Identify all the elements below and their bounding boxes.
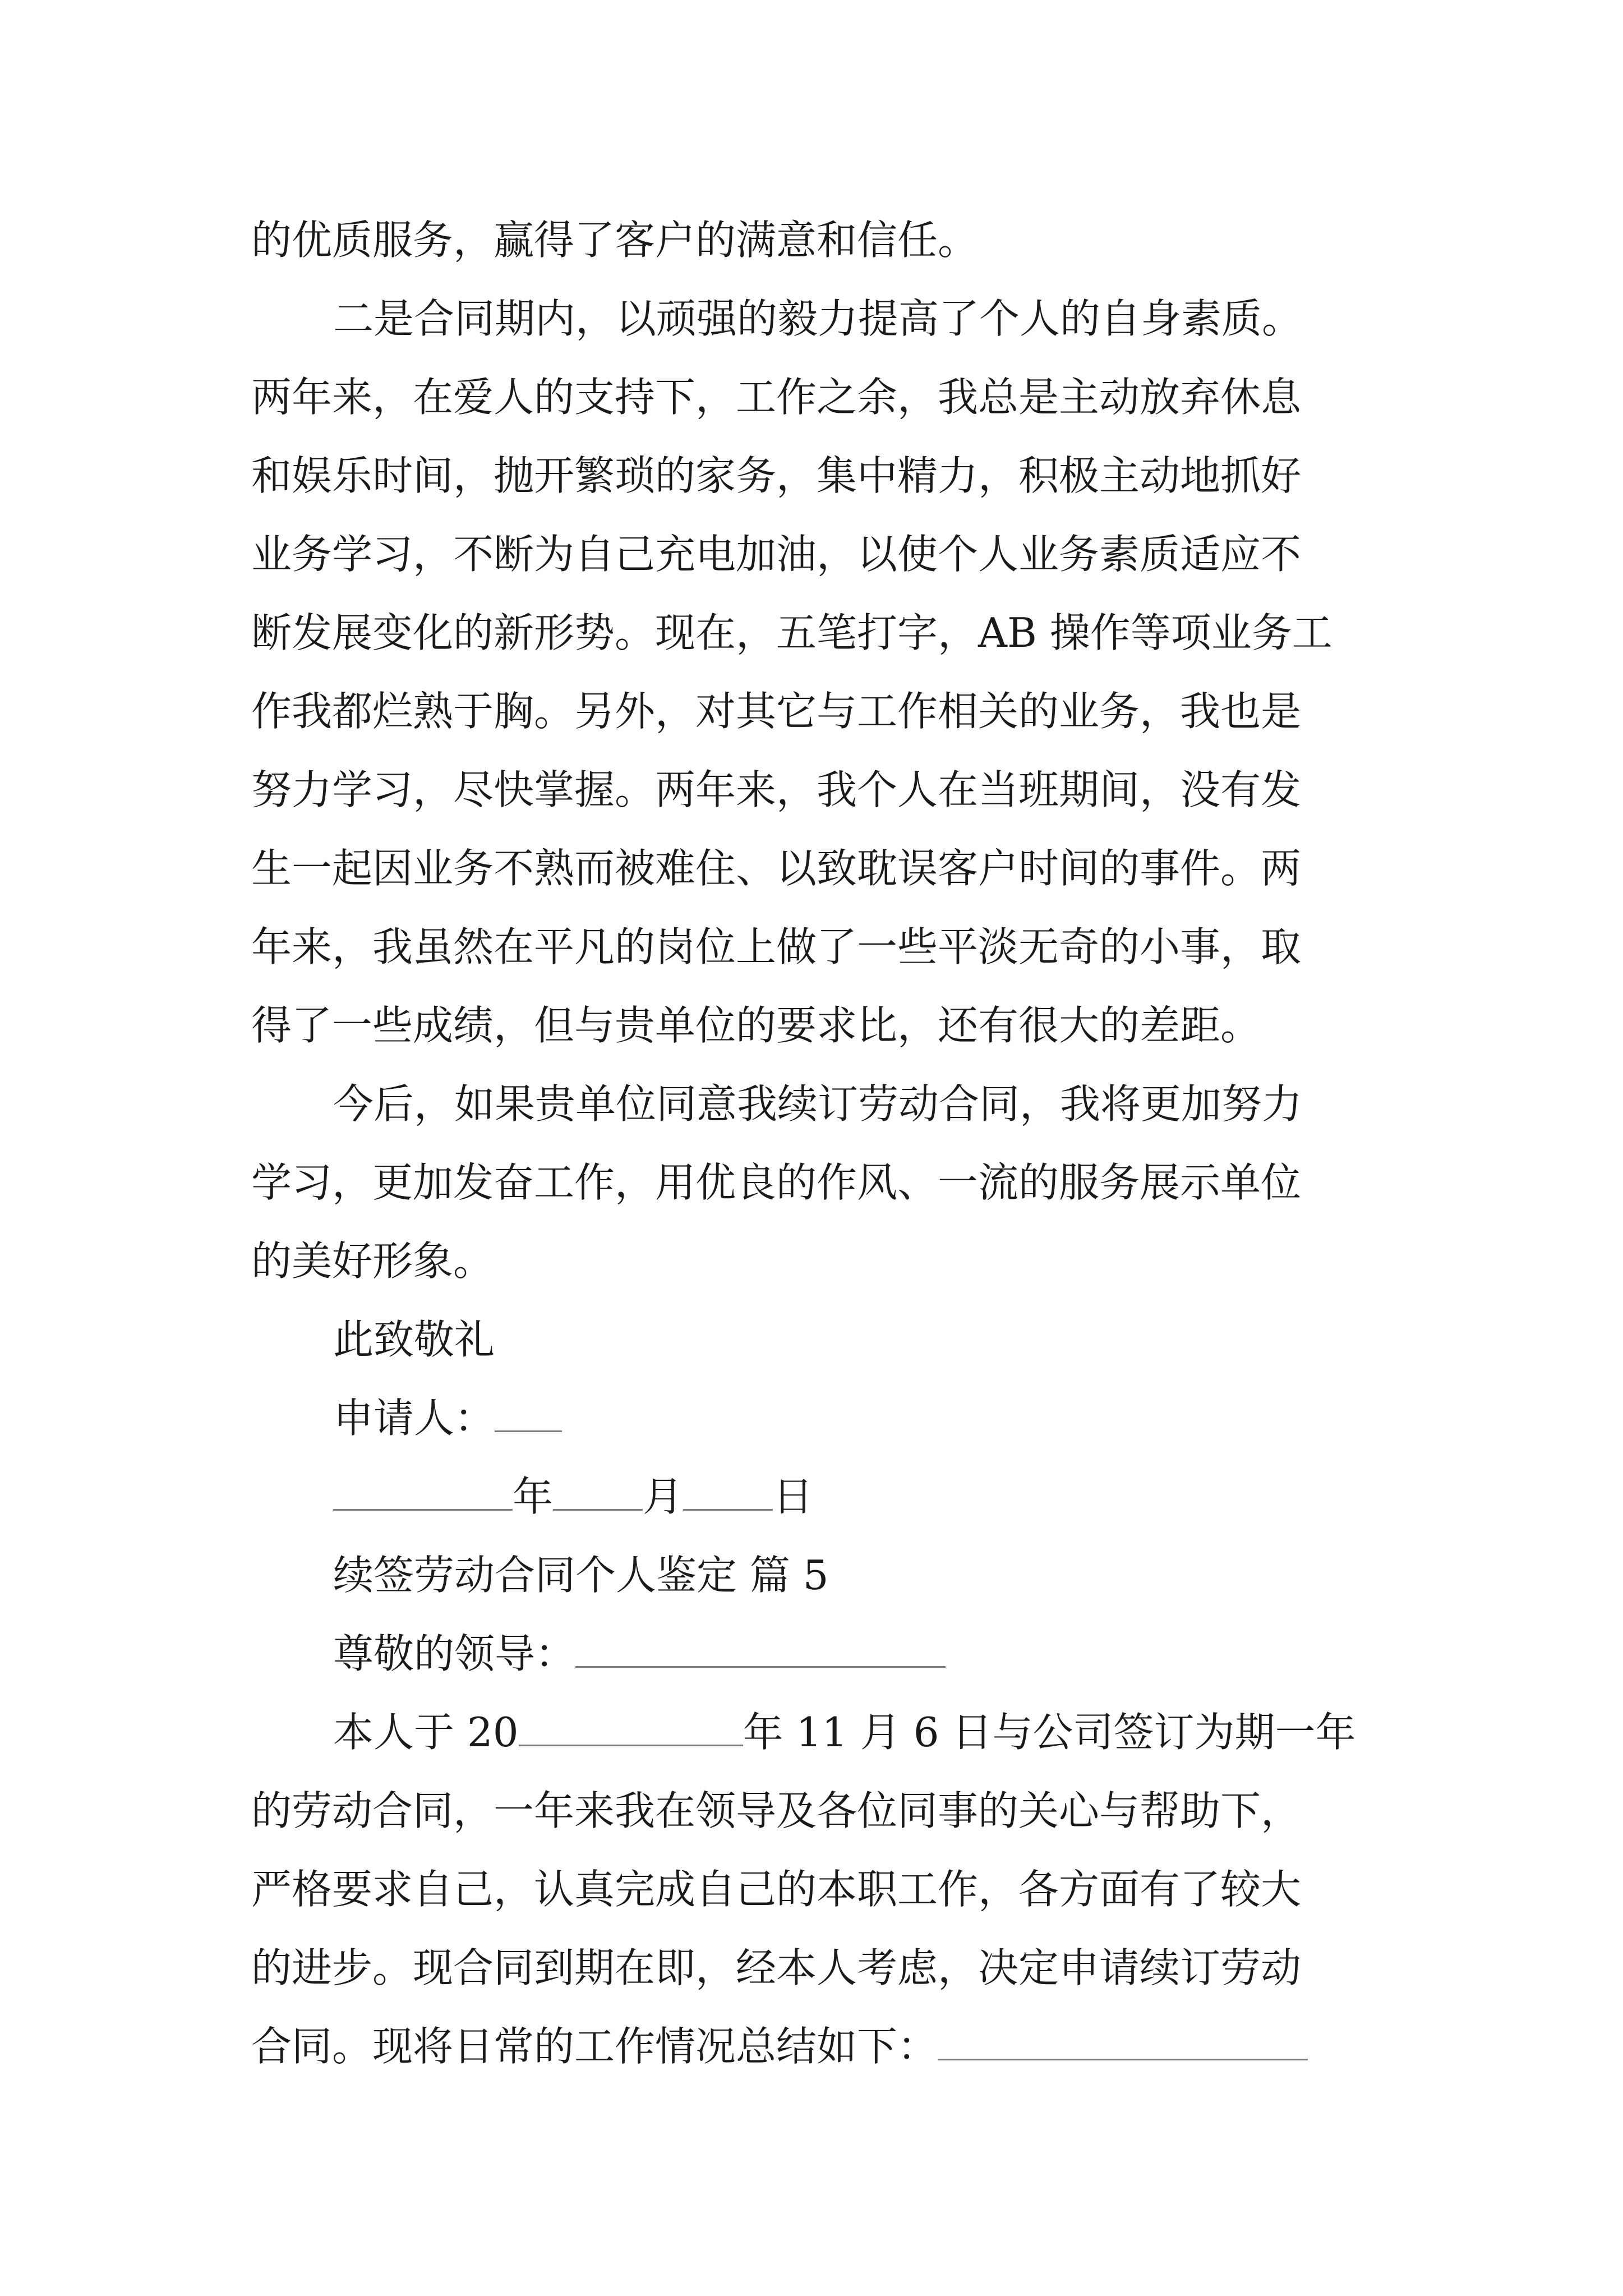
para-line-2: 的劳动合同，一年来我在领导及各位同事的关心与帮助下， [251, 1787, 1302, 1834]
closing-line: 此致敬礼 [333, 1316, 495, 1363]
body-line-5: 业务学习，不断为自己充电加油，以使个人业务素质适应不 [251, 531, 1302, 578]
body-line-6: 断发展变化的新形势。现在，五笔打字，AB 操作等项业务工 [251, 609, 1332, 656]
date-line [333, 1456, 1623, 1537]
salutation-line [333, 1613, 1623, 1694]
para-line-3: 严格要求自己，认真完成自己的本职工作，各方面有了较大 [251, 1866, 1302, 1913]
body-line-8: 努力学习，尽快掌握。两年来，我个人在当班期间，没有发 [251, 766, 1302, 813]
summary-blank [938, 2024, 1308, 2060]
body-line-11: 得了一些成绩，但与贵单位的要求比，还有很大的差距。 [251, 1002, 1261, 1049]
year-fill-blank [519, 1710, 743, 1746]
section-heading: 续签劳动合同个人鉴定 篇 5 [333, 1552, 829, 1599]
salutation-blank [575, 1631, 946, 1668]
applicant-line [333, 1378, 1623, 1458]
body-line-14: 的美好形象。 [251, 1237, 494, 1285]
body-line-7: 作我都烂熟于胸。另外，对其它与工作相关的业务，我也是 [251, 688, 1302, 735]
para-first-line [333, 1692, 1623, 1773]
day-label: 日 [773, 1473, 814, 1520]
salutation-label: 尊敬的领导： [333, 1630, 576, 1677]
month-label: 月 [643, 1473, 684, 1520]
year-label: 年 [513, 1473, 554, 1520]
body-line-9: 生一起因业务不熟而被难住、以致耽误客户时间的事件。两 [251, 845, 1302, 892]
applicant-label: 申请人： [333, 1395, 495, 1442]
para-start: 本人于 20 [333, 1709, 519, 1756]
body-line-2: 二是合同期内，以顽强的毅力提高了个人的自身素质。 [333, 295, 1303, 342]
month-blank [553, 1474, 643, 1511]
body-line-13: 学习，更加发奋工作，用优良的作风、一流的服务展示单位 [251, 1159, 1302, 1206]
body-line-3: 两年来，在爱人的支持下，工作之余，我总是主动放弃休息 [251, 374, 1302, 421]
summary-text: 合同。现将日常的工作情况总结如下： [251, 2023, 938, 2070]
body-line-10: 年来，我虽然在平凡的岗位上做了一些平淡无奇的小事，取 [251, 923, 1302, 970]
body-line-12: 今后，如果贵单位同意我续订劳动合同，我将更加努力 [333, 1080, 1303, 1128]
year-blank [333, 1474, 513, 1511]
para-line-4: 的进步。现合同到期在即，经本人考虑，决定申请续订劳动 [251, 1944, 1302, 1991]
body-line-1: 的优质服务，赢得了客户的满意和信任。 [251, 217, 979, 264]
summary-line [251, 2006, 1623, 2087]
body-line-4: 和娱乐时间，抛开繁琐的家务，集中精力，积极主动地抓好 [251, 452, 1302, 499]
applicant-blank [495, 1396, 562, 1432]
day-blank [683, 1474, 773, 1511]
para-start-cont: 年 11 月 6 日与公司签订为期一年 [743, 1709, 1356, 1756]
